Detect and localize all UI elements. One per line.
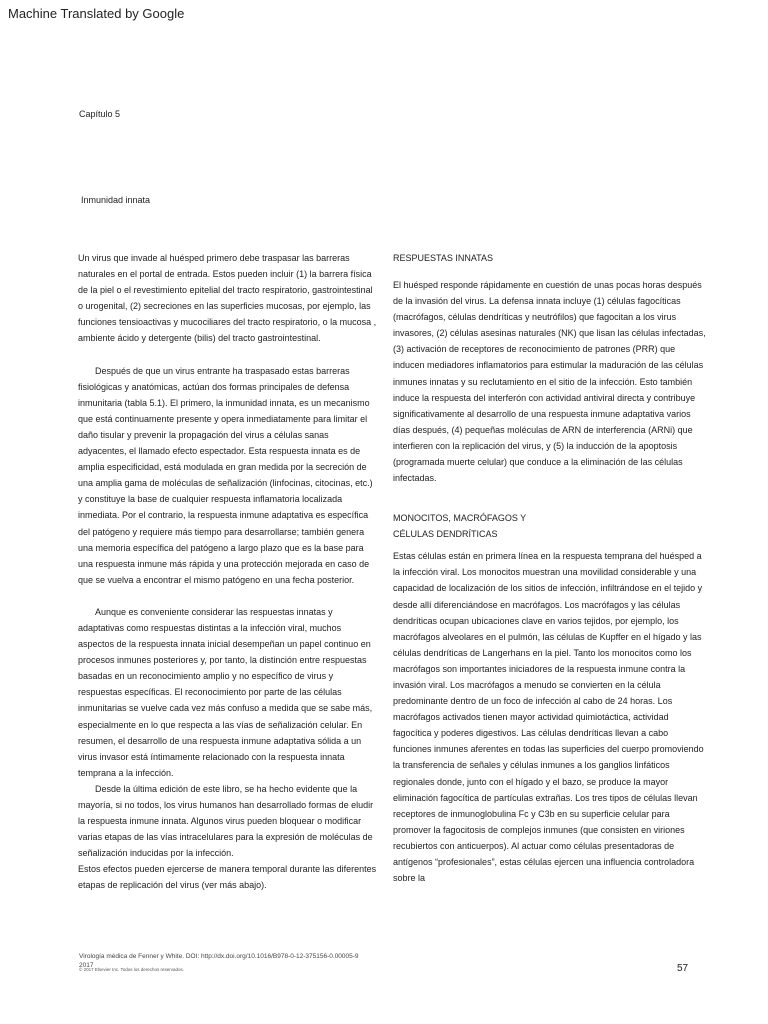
paragraph: Después de que un virus entrante ha traspasado estas barreras fisiológicas y anatómicas, actúan dos formas principales de defensa inmunitaria (tabla 5.1). El primero, la inmunidad innata, es un mecanismo que está continuamente presente y opera inmediatamente para limitar el daño tisular y prevenir la propagación del virus a células sanas adyacentes, el llamado efecto espectador. Esta respuesta innata es de amplia especificidad, está modulada en gran medida por la secreción de una amplia gama de moléculas de señalización (linfocinas, citocinas, etc.) y constituye la base de cualquier respuesta inflamatoria localizada inmediata. Por el contrario, la respuesta inmune adaptativa es específica del patógeno y requiere más tiempo para desarrollarse; también genera una memoria específica del patógeno a largo plazo que es la base para una respuesta inmune más rápida y una protección mejorada en caso de que se vuelva a encontrar el mismo patógeno en una fecha posterior. [78,365,373,585]
right-column [393,250,708,886]
paragraph: Un virus que invade al huésped primero debe traspasar las barreras naturales en el portal de entrada. Estos pueden incluir (1) la barrera física de la piel o el revestimiento epitelial del tracto respiratorio, gastrointestinal o urogenital, (2) secreciones en las superficies mucosas, por ejemplo, las funciones tensioactivas y mucociliares del tracto respiratorio, o la mucosa , ambiente ácido y detergente (bilis) del tracto gastrointestinal. [78,253,377,344]
paragraph: Estas células están en primera línea en la respuesta temprana del huésped a la infección viral. Los monocitos muestran una movilidad considerable y una capacidad de localización de los sitios de infección, infiltrándose en el tejido y desde allí diferenciándose en macrófagos. Los macrófagos y las células dendríticas ocupan ubicaciones clave en varios tejidos, por ejemplo, los macrófagos alveolares en el pulmón, las células de Kupffer en el hígado y las células dendríticas de Langerhans en la piel. Tanto los monocitos como los macrófagos son importantes iniciadores de la respuesta inmune contra la invasión viral. Los macrófagos a menudo se convierten en la célula predominante dentro de un foco de infección al cabo de 24 horas. Los macrófagos activados tienen mayor actividad quimiotáctica, actividad fagocítica y poderes digestivos. Las células dendríticas llevan a cabo funciones inmunes aferentes en todas las superficies del cuerpo promoviendo la transferencia de señales y células inmunes a los ganglios linfáticos regionales donde, junto con el hígado y el bazo, se produce la mayor eliminación fagocítica de partículas extrañas. Los tres tipos de células llevan receptores de inmunoglobulina Fc y C3b en su superficie celular para promover la fagocitosis de complejos inmunes (que consisten en viriones recubiertos con anticuerpos). Al actuar como células presentadoras de antígenos “profesionales”, estas células ejercen una influencia controladora sobre la [393,551,704,884]
citation-text: Virología médica de Fenner y White. DOI: http://dx.doi.org/10.1016/B978-0-12-375156-0.00005-9 [79,953,359,960]
copyright-notice: © 2017 Elsevier Inc. Todos los derechos reservados. [79,967,185,972]
machine-translation-banner: Machine Translated by Google [8,6,185,21]
paragraph: Aunque es conveniente considerar las respuestas innatas y adaptativas como respuestas distintas a la infección viral, muchos aspectos de la respuesta innata inicial desempeñan un papel continuo en procesos inmunes posteriores y, por tanto, la distinción entre respuestas basadas en un reconocimiento amplio y no específico de virus y respuestas específicas. El reconocimiento por parte de las células inmunitarias se vuelve cada vez más confuso a medida que se sabe más, especialmente en lo que respecta a las vías de señalización celular. En resumen, el desarrollo de una respuesta inmune adaptativa sólida a un virus invasor está íntimamente relacionado con la respuesta innata temprana a la infección. [78,606,373,778]
page-number: 57 [677,963,689,974]
paragraph: El huésped responde rápidamente en cuestión de unas pocas horas después de la invasión del virus. La defensa innata incluye (1) células fagocíticas (macrófagos, células dendríticas y neutrófilos) que fagocitan a los virus invasores, (2) células asesinas naturales (NK) que lisan las células infectadas, (3) activación de receptores de reconocimiento de patrones (PRR) que inducen mediadores inflamatorios para estimular la maduración de las células inmunes innatas y su reclutamiento en el sitio de la infección. Esto también induce la respuesta del interferón con actividad antiviral directa y contribuye significativamente al desarrollo de una respuesta inmune adaptativa varios días después, (4) pequeñas moléculas de ARN de interferencia (ARNi) que interfieren con la replicación del virus, y (5) la inducción de la apoptosis (programada muerte celular) que conduce a la eliminación de las células infectadas. [393,280,706,484]
chapter-label: Capítulo 5 [79,109,121,119]
section-heading-monocytes [393,510,708,542]
left-column [78,250,378,894]
heading-line: CÉLULAS DENDRÍTICAS [393,529,498,540]
citation-year: 2017 [79,962,94,969]
section-heading-innate-responses: RESPUESTAS INNATAS [393,253,494,263]
paragraph: Estos efectos pueden ejercerse de manera temporal durante las diferentes etapas de replicación del virus (ver más abajo). [78,864,377,891]
heading-line: MONOCITOS, MACRÓFAGOS Y [393,513,527,524]
section-title: Inmunidad innata [81,195,151,205]
paragraph: Desde la última edición de este libro, se ha hecho evidente que la mayoría, si no todos, los virus humanos han desarrollado formas de eludir la respuesta inmune innata. Algunos virus pueden bloquear o modificar varias etapas de las vías intracelulares para la expresión de moléculas de señalización inducidas por la infección. [78,783,374,859]
